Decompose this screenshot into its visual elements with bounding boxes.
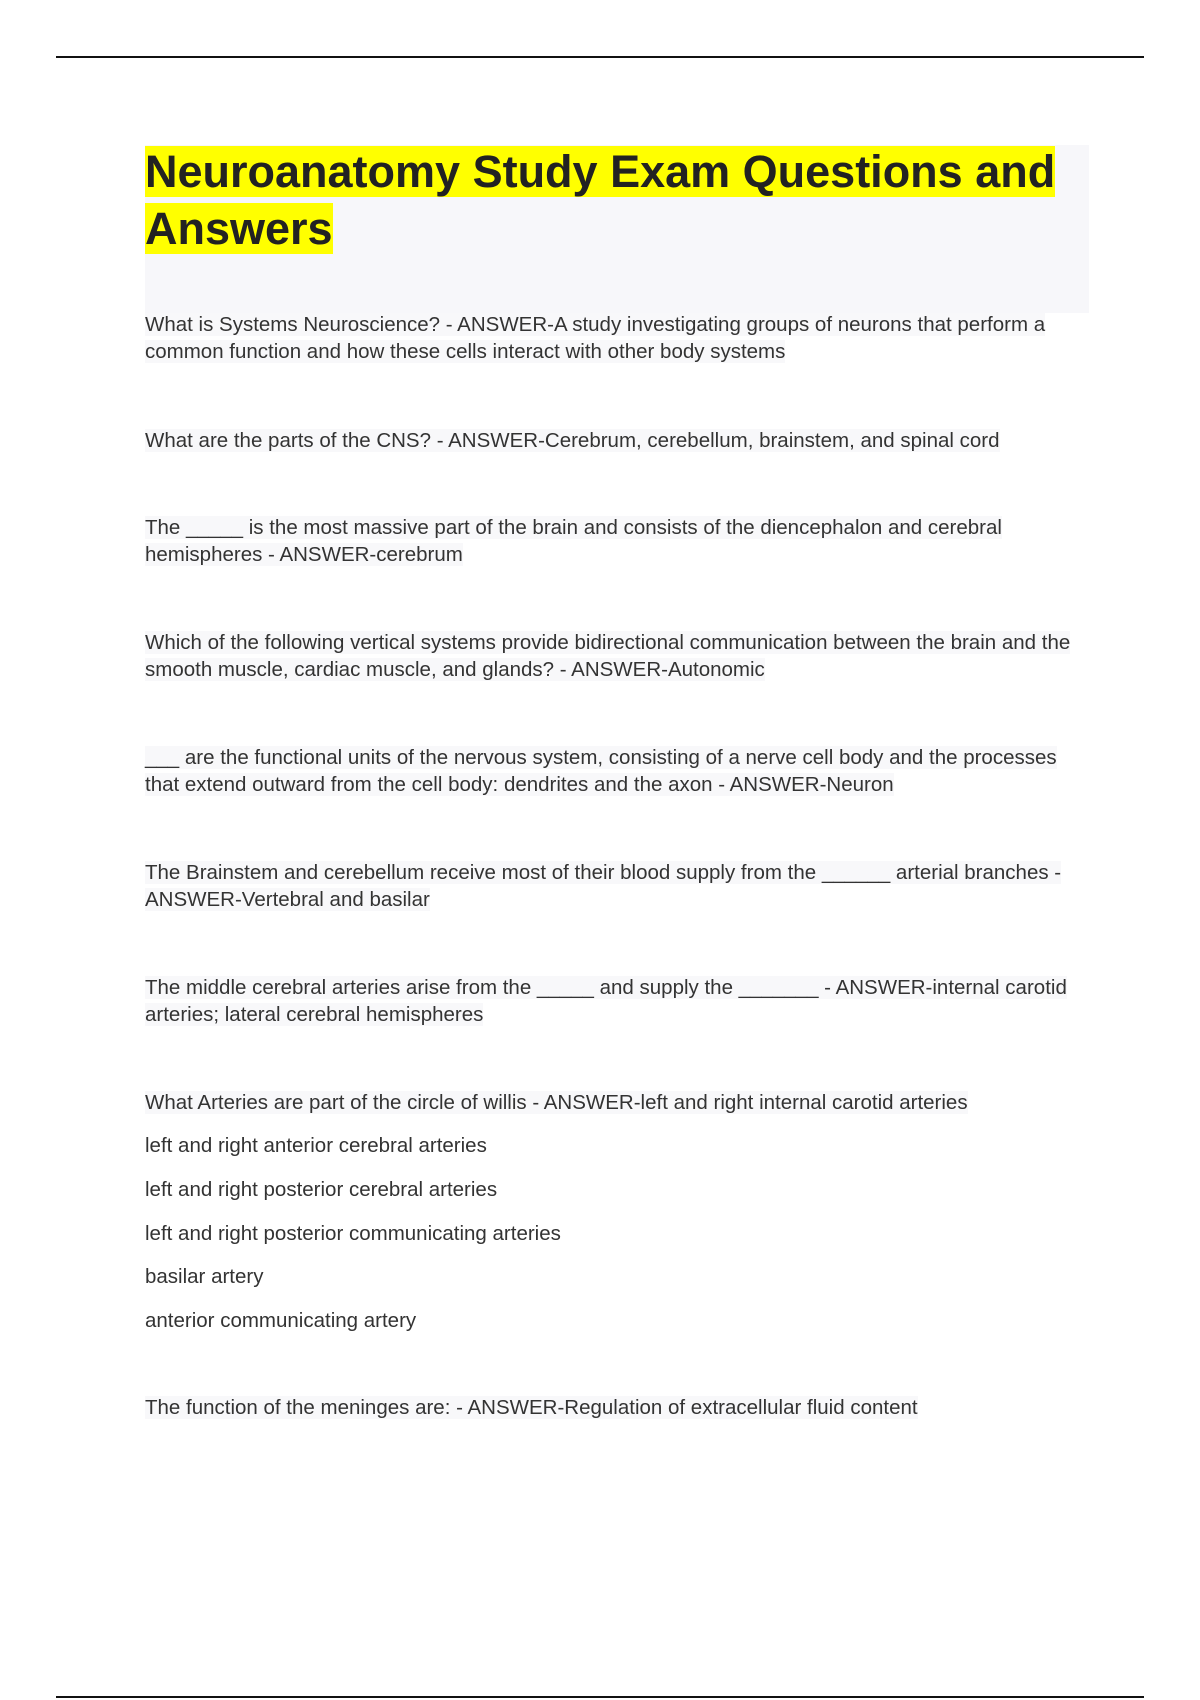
qa-item	[145, 744, 1085, 798]
qa-item	[145, 1089, 1085, 1116]
qa-item	[145, 1394, 1085, 1421]
qa-item	[145, 974, 1085, 1028]
qa-text: Which of the following vertical systems provide bidirectional communication between the brain and the smooth muscle, cardiac muscle, and glands? - ANSWER-Autonomic	[145, 631, 1071, 681]
qa-text: The _____ is the most massive part of the brain and consists of the diencephalon and cerebral hemispheres - ANSWER-cerebrum	[145, 516, 1002, 566]
qa-text: ___ are the functional units of the nervous system, consisting of a nerve cell body and the processes that extend outward from the cell body: dendrites and the axon - ANSWER-Neuron	[145, 746, 1057, 796]
qa-item	[145, 859, 1085, 913]
list-item: left and right posterior communicating arteries	[145, 1222, 561, 1245]
qa-item	[145, 311, 1085, 365]
qa-text: The middle cerebral arteries arise from the _____ and supply the _______ - ANSWER-internal carotid arteries; lateral cerebral hemispheres	[145, 976, 1067, 1026]
list-item: left and right posterior cerebral arteries	[145, 1178, 498, 1201]
list-item: anterior communicating artery	[145, 1309, 417, 1332]
qa-text: What are the parts of the CNS? - ANSWER-Cerebrum, cerebellum, brainstem, and spinal cord	[145, 429, 1000, 452]
qa-text: The function of the meninges are: - ANSWER-Regulation of extracellular fluid content	[145, 1396, 918, 1419]
bottom-rule	[56, 1696, 1144, 1698]
list-item: basilar artery	[145, 1265, 264, 1288]
qa-item	[145, 427, 1085, 454]
document-title	[145, 143, 1065, 257]
qa-text: The Brainstem and cerebellum receive most of their blood supply from the ______ arterial branches - ANSWER-Vertebral and basilar	[145, 861, 1062, 911]
title-text: Neuroanatomy Study Exam Questions and Answers	[145, 146, 1056, 254]
qa-text: What Arteries are part of the circle of willis - ANSWER-left and right internal carotid arteries	[145, 1091, 968, 1114]
top-rule	[56, 56, 1144, 58]
list-item: left and right anterior cerebral arteries	[145, 1134, 487, 1157]
qa-text: What is Systems Neuroscience? - ANSWER-A study investigating groups of neurons that perform a common function and how these cells interact with other body systems	[145, 313, 1046, 363]
qa-item	[145, 514, 1085, 568]
qa-item	[145, 629, 1085, 683]
